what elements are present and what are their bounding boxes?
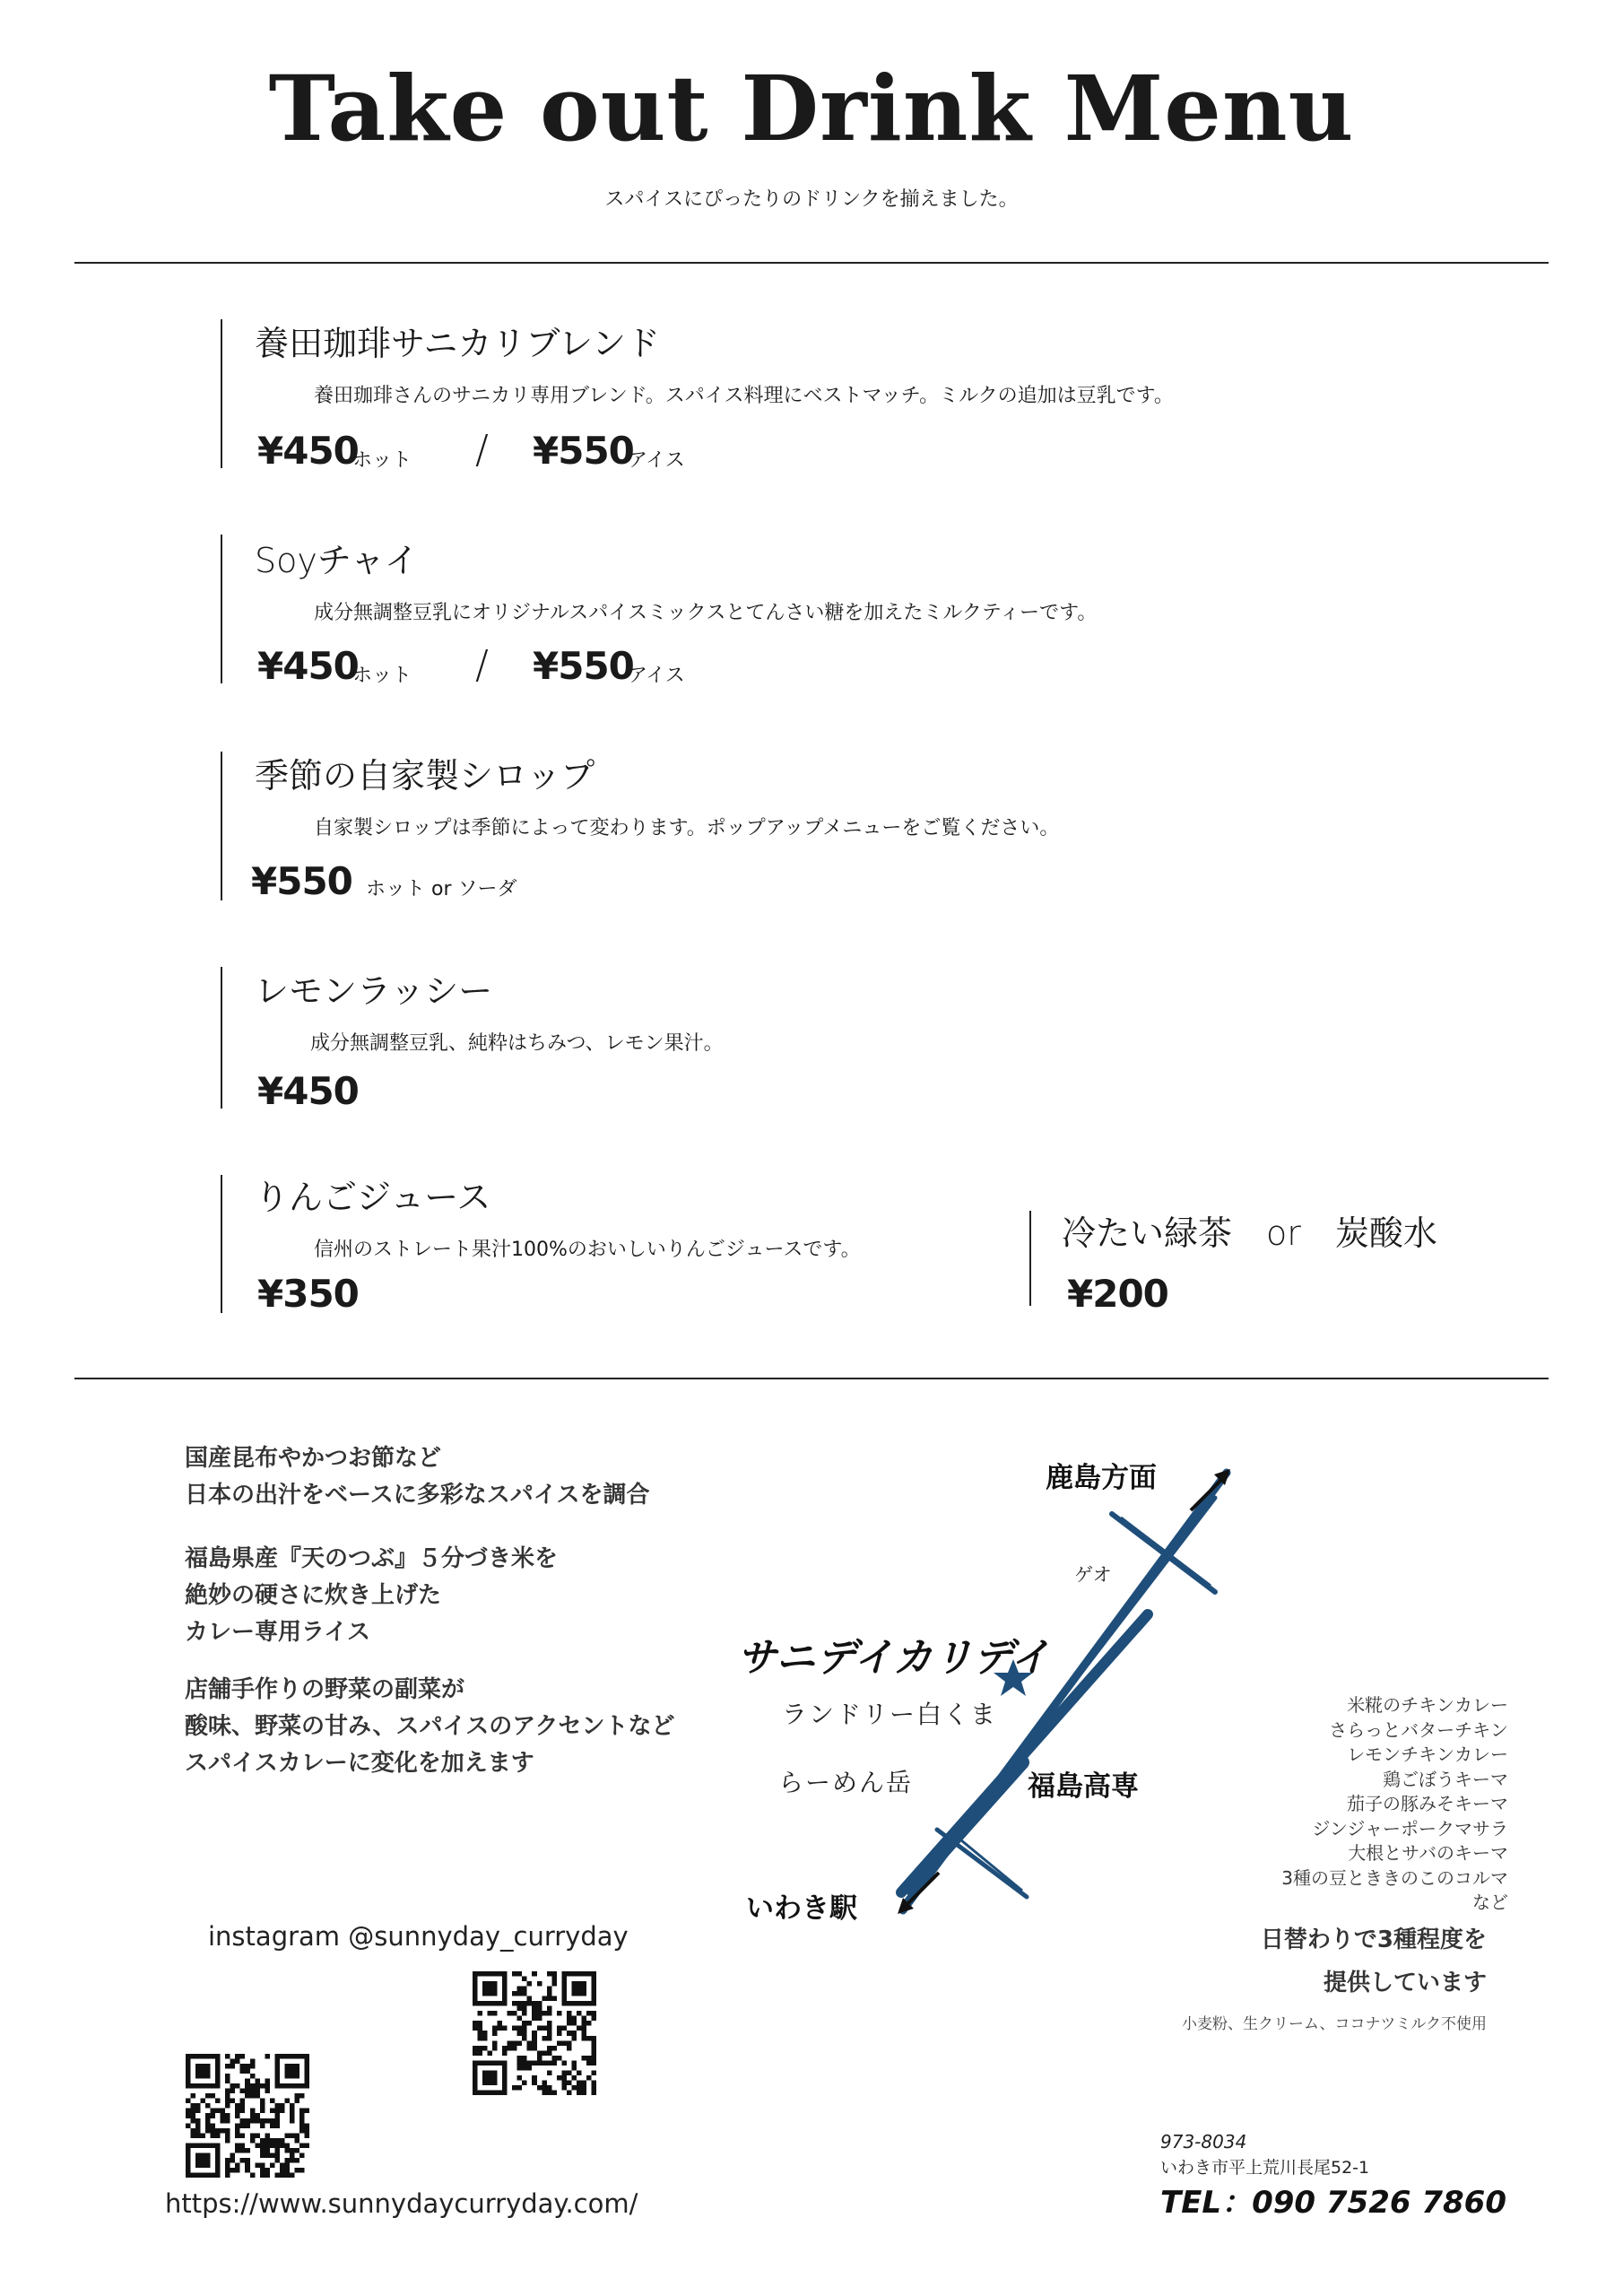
info-side-dish: 店舗手作りの野菜の副菜が 酸味、野菜の甘み、スパイスのアクセントなど スパイスカレーに変化を加えます <box>185 1676 675 1777</box>
item-price-ice: ¥550 <box>533 644 634 688</box>
arrow-down-left-icon <box>892 1866 946 1919</box>
item-name: りんごジュース <box>255 1178 491 1217</box>
item-bar <box>1029 1211 1031 1306</box>
item-desc: 成分無調整豆乳にオリジナルスパイスミックスとてんさい糖を加えたミルクティーです。 <box>314 602 1098 624</box>
item-bar <box>221 967 222 1109</box>
item-temp: ホット or ソーダ <box>366 878 517 900</box>
top-divider <box>74 262 1549 264</box>
website-url[interactable]: https://www.sunnydaycurryday.com/ <box>165 2188 638 2219</box>
map-label-kosen: 福島高専 <box>1028 1770 1139 1803</box>
map-label-geo: ゲオ <box>1074 1564 1112 1586</box>
page-title: Take out Drink Menu <box>268 56 1355 161</box>
instagram-handle: instagram @sunnyday_curryday <box>208 1921 629 1952</box>
item-temp-hot: ホット <box>352 665 412 687</box>
info-rice: 福島県産『天のつぶ』５分づき米を 絶妙の硬さに炊き上げた カレー専用ライス <box>185 1545 559 1646</box>
map-label-station: いわき駅 <box>746 1892 857 1925</box>
item-price: ¥550 <box>251 859 352 903</box>
item-name: レモンラッシー <box>255 971 493 1011</box>
curry-list: 米糀のチキンカレー さらっとバターチキン レモンチキンカレー 鶏ごぼうキーマ 茄子の豚みそキーマ ジンジャーポークマサラ 大根とサバのキーマ 3種の豆とききのこのコルマ など <box>1281 1694 1508 1913</box>
map-label-ramen: らーめん岳 <box>778 1768 914 1797</box>
instagram-qr-code-icon[interactable] <box>473 1971 596 2095</box>
item-temp-ice: アイス <box>628 665 685 687</box>
page-subtitle: スパイスにぴったりのドリンクを揃えました。 <box>604 188 1019 211</box>
arrow-up-right-icon <box>1184 1464 1237 1518</box>
phone-number: TEL：090 7526 7860 <box>1160 2185 1506 2221</box>
item-price: ¥450 <box>257 1069 359 1113</box>
item-price-hot: ¥450 <box>257 644 359 688</box>
item-temp-ice: アイス <box>628 449 685 472</box>
item-bar <box>221 319 222 468</box>
item-temp-hot: ホット <box>352 449 412 472</box>
item-bar <box>221 535 222 683</box>
postal-code: 973-8034 <box>1160 2131 1247 2152</box>
info-dashi: 国産昆布やかつお節など 日本の出汁をベースに多彩なスパイスを調合 <box>185 1445 650 1509</box>
map-label-kashima: 鹿島方面 <box>1046 1462 1157 1494</box>
item-desc: 自家製シロップは季節によって変わります。ポップアップメニューをご覧ください。 <box>314 817 1060 839</box>
allergen-note: 小麦粉、生クリーム、ココナツミルク不使用 <box>1182 2015 1487 2033</box>
item-name: 養田珈琲サニカリブレンド <box>255 324 661 363</box>
price-separator: / <box>475 427 489 473</box>
item-name: 季節の自家製シロップ <box>255 756 595 796</box>
item-desc: 養田珈琲さんのサニカリ専用ブレンド。スパイス料理にベストマッチ。ミルクの追加は豆乳です。 <box>314 385 1174 407</box>
bottom-divider <box>74 1378 1549 1379</box>
daily-note-line2: 提供しています <box>1323 1970 1487 1996</box>
item-price: ¥200 <box>1067 1272 1168 1316</box>
item-price-ice: ¥550 <box>533 429 634 473</box>
item-name: 冷たい緑茶 or 炭酸水 <box>1062 1213 1437 1253</box>
item-price-hot: ¥450 <box>257 429 359 473</box>
item-price: ¥350 <box>257 1272 359 1316</box>
map-label-shop: サニデイカリデイ <box>737 1635 1051 1681</box>
price-separator: / <box>475 642 489 688</box>
item-bar <box>221 1175 222 1313</box>
item-desc: 成分無調整豆乳、純粋はちみつ、レモン果汁。 <box>310 1032 724 1055</box>
item-desc: 信州のストレート果汁100%のおいしいりんごジュースです。 <box>314 1239 861 1261</box>
address: いわき市平上荒川長尾52-1 <box>1160 2158 1370 2178</box>
map-label-laundry: ランドリー白くま <box>782 1700 998 1729</box>
item-bar <box>221 752 222 900</box>
website-qr-code-icon[interactable] <box>186 2054 309 2178</box>
item-name: Soyチャイ <box>255 541 419 580</box>
daily-note-line1: 日替わりで3種程度を <box>1260 1926 1487 1953</box>
